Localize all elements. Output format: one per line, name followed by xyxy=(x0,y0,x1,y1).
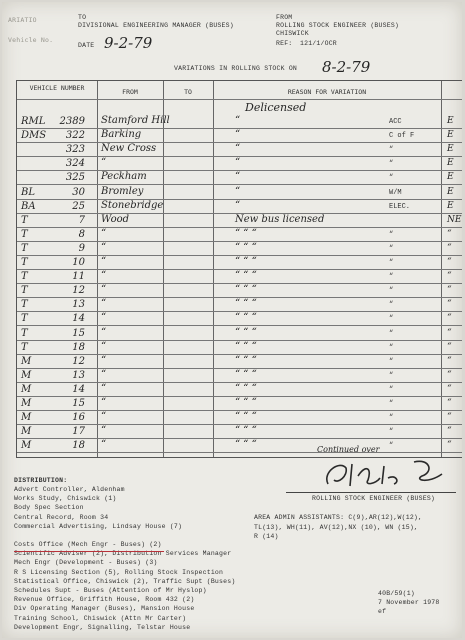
reason-code: C of F xyxy=(389,132,415,141)
flag: E xyxy=(447,172,454,183)
vehicle-type: RML xyxy=(21,116,46,127)
vehicle-number: 17 xyxy=(72,426,85,438)
reason-code: “ xyxy=(389,315,394,324)
reason-code: “ xyxy=(389,230,394,239)
flag: “ xyxy=(447,426,452,437)
reason: New bus licensed xyxy=(235,213,325,225)
table-row xyxy=(17,143,462,157)
signature-title: ROLLING STOCK ENGINEER (BUSES) xyxy=(312,495,436,502)
reason: “ “ “ xyxy=(235,241,257,253)
col-header-to: TO xyxy=(184,88,192,96)
to-value: DIVISIONAL ENGINEERING MANAGER (BUSES) xyxy=(78,22,234,29)
vehicle-type: M xyxy=(21,383,32,395)
reason-code: “ xyxy=(389,414,394,423)
reason-code: “ xyxy=(389,160,394,169)
vehicle-number: 15 xyxy=(72,398,85,409)
col-header-vehicle: VEHICLE NUMBER xyxy=(29,84,85,92)
col-header-from: FROM xyxy=(122,88,138,96)
vehicle-type: T xyxy=(21,313,28,325)
reason: “ xyxy=(235,157,241,169)
from-garage: “ xyxy=(101,425,107,437)
vehicle-type: M xyxy=(21,369,32,381)
flag: “ xyxy=(447,412,452,423)
faded-stamp-text: ARIATIO xyxy=(8,16,37,24)
vehicle-type: T xyxy=(21,299,28,311)
reason: “ “ “ xyxy=(235,227,257,239)
distribution-line: Training School, Chiswick (Attn Mr Carter) xyxy=(14,614,187,622)
vehicle-number: 18 xyxy=(72,341,85,353)
vehicle-number: 14 xyxy=(72,383,85,395)
distribution-line: Body Spec Section xyxy=(14,504,84,512)
from-garage: “ xyxy=(101,439,107,451)
flag: E xyxy=(447,186,454,197)
vehicle-type: T xyxy=(21,341,28,353)
delicensed-note: Delicensed xyxy=(245,101,307,114)
reason: “ “ “ xyxy=(235,270,257,282)
faded-stamp-text-2: Vehicle No. xyxy=(8,36,54,44)
reason: “ “ “ xyxy=(235,439,257,451)
flag: “ xyxy=(447,271,452,282)
from-garage: “ xyxy=(101,397,107,408)
area-admin-assistants xyxy=(254,513,422,542)
distribution-line: Div Operating Manager (Buses), Mansion House xyxy=(14,605,195,613)
flag: “ xyxy=(447,299,452,310)
from-garage: Bromley xyxy=(101,185,144,197)
vehicle-number: 13 xyxy=(72,299,85,311)
flag: “ xyxy=(447,228,452,239)
handwritten-signature xyxy=(318,454,458,494)
table-row xyxy=(17,369,462,383)
distribution-line: Central Record, Room 34 xyxy=(14,513,109,521)
reason-code: “ xyxy=(389,371,394,380)
reason: “ “ “ xyxy=(235,256,257,267)
vehicle-type: T xyxy=(21,327,28,339)
ref-label: REF: xyxy=(276,40,293,47)
continued-over-note: Continued over xyxy=(317,445,380,454)
variations-table xyxy=(16,80,462,458)
flag: NE xyxy=(447,214,462,225)
vehicle-number: 18 xyxy=(72,440,85,452)
table-row xyxy=(17,228,462,242)
flag: E xyxy=(447,116,454,126)
vehicle-number: 7 xyxy=(78,214,85,226)
signature-rule xyxy=(286,492,456,493)
from-garage: “ xyxy=(101,326,107,338)
distribution-line: Works Study, Chiswick (1) xyxy=(14,495,117,503)
vehicle-number: 325 xyxy=(65,172,85,184)
reason-code: “ xyxy=(389,146,394,155)
distribution-line: R S Licensing Section (5), Rolling Stock Inspection xyxy=(14,568,224,576)
reason-code: “ xyxy=(389,259,394,267)
form-code: 40B/59(1) xyxy=(378,590,415,597)
vehicle-number: 2389 xyxy=(59,116,85,127)
flag: “ xyxy=(447,313,452,324)
reason: “ “ “ xyxy=(235,326,257,338)
from-garage: “ xyxy=(101,340,107,352)
reason-code: ELEC. xyxy=(389,202,411,211)
table-row xyxy=(17,200,462,214)
vehicle-number: 324 xyxy=(65,158,85,170)
table-row xyxy=(17,171,462,185)
flag: E xyxy=(447,130,454,141)
from-garage: “ xyxy=(101,354,107,366)
vehicle-number: 11 xyxy=(72,271,85,283)
table-row xyxy=(17,186,462,200)
reason: “ xyxy=(235,143,241,155)
reason-code: “ xyxy=(389,442,394,451)
reason: “ “ “ xyxy=(235,354,257,366)
from-garage: New Cross xyxy=(101,143,157,155)
flag: “ xyxy=(447,327,452,338)
vehicle-type: M xyxy=(21,426,32,438)
vehicle-type: T xyxy=(21,214,28,226)
reason-code: “ xyxy=(389,400,394,408)
red-underline xyxy=(14,551,164,552)
reason-code: “ xyxy=(389,244,394,253)
table-row xyxy=(17,115,462,129)
distribution-line: Development Engr, Signalling, Telstar House xyxy=(14,623,191,631)
vehicle-type: BL xyxy=(21,186,35,198)
reason-code: ACC xyxy=(389,118,402,126)
vehicle-number: 9 xyxy=(78,242,85,254)
vehicle-type: T xyxy=(21,285,28,297)
reason-code: “ xyxy=(389,357,394,366)
flag: “ xyxy=(447,242,452,253)
table-row xyxy=(17,157,462,171)
reason: “ xyxy=(235,115,241,126)
reason: “ “ “ xyxy=(235,340,257,352)
distribution-line: Statistical Office, Chiswick (2), Traffic Supt (Buses) xyxy=(14,577,236,585)
vehicle-type: M xyxy=(21,440,32,452)
date-label: DATE xyxy=(78,42,95,49)
flag: “ xyxy=(447,369,452,380)
from-garage: “ xyxy=(101,298,107,310)
vehicle-number: 14 xyxy=(72,313,85,325)
vehicle-type: DMS xyxy=(21,130,47,142)
distribution-list xyxy=(14,485,235,632)
from-garage: Barking xyxy=(101,129,142,141)
reason: “ “ “ xyxy=(235,312,257,324)
distribution-line: Scientific Adviser (2), Distribution Services Manager xyxy=(14,550,232,558)
from-garage: “ xyxy=(101,284,107,296)
reason-code: “ xyxy=(389,287,394,296)
flag: E xyxy=(447,158,454,169)
vehicle-type: M xyxy=(21,355,32,367)
from-garage: “ xyxy=(101,241,107,253)
vehicle-number: 16 xyxy=(72,412,85,424)
from-garage: “ xyxy=(101,256,107,267)
form-title: VARIATIONS IN ROLLING STOCK ON xyxy=(174,65,298,72)
from-garage: Stonebridge xyxy=(101,199,164,211)
reason-code: W/M xyxy=(389,188,402,197)
vehicle-type: T xyxy=(21,271,28,283)
table-row xyxy=(17,383,462,397)
from-garage: “ xyxy=(101,270,107,282)
reason: “ xyxy=(235,171,241,183)
flag: E xyxy=(447,144,454,155)
table-row xyxy=(17,129,462,143)
vehicle-number: 322 xyxy=(65,130,85,142)
from-garage: Stamford Hill xyxy=(101,115,170,126)
reason: “ xyxy=(235,199,241,211)
reason: “ “ “ xyxy=(235,298,257,310)
from-garage: “ xyxy=(101,382,107,394)
reason: “ “ “ xyxy=(235,397,257,408)
distribution-heading: DISTRIBUTION: xyxy=(14,477,68,484)
from-garage: “ xyxy=(101,411,107,423)
vehicle-number: 323 xyxy=(65,144,85,156)
table-row xyxy=(17,439,462,453)
reason: “ “ “ xyxy=(235,382,257,394)
from-location: CHISWICK xyxy=(276,30,309,37)
vehicle-type: BA xyxy=(21,200,36,212)
date-value: 9-2-79 xyxy=(104,34,153,52)
reason-code: “ xyxy=(389,428,394,437)
table-row xyxy=(17,425,462,439)
table-row xyxy=(17,214,462,228)
distribution-line: Schedules Supt - Buses (Attention of Mr Hyslop) xyxy=(14,587,207,595)
reason-code: “ xyxy=(389,273,394,282)
form-title-date: 8-2-79 xyxy=(322,58,371,76)
flag: “ xyxy=(447,341,452,352)
reason: “ “ “ xyxy=(235,368,257,380)
from-garage: “ xyxy=(101,368,107,380)
from-label: FROM xyxy=(276,14,293,21)
header-rule xyxy=(17,99,462,100)
vehicle-number: 12 xyxy=(72,355,85,367)
vehicle-number: 12 xyxy=(72,285,85,297)
distribution-line: Advert Controller, Aldenham xyxy=(14,486,125,493)
distribution-line: Revenue Office, Griffith House, Room 432 (2) xyxy=(14,596,195,604)
from-garage: “ xyxy=(101,312,107,324)
reason: “ “ “ xyxy=(235,425,257,437)
vehicle-type: M xyxy=(21,412,32,424)
rolling-stock-variation-form xyxy=(2,2,462,638)
from-garage: Peckham xyxy=(101,171,147,183)
table-row xyxy=(17,312,462,326)
reason: “ “ “ xyxy=(235,284,257,296)
reason-code: “ xyxy=(389,174,394,183)
reason: “ “ “ xyxy=(235,411,257,423)
table-row xyxy=(17,355,462,369)
table-row xyxy=(17,298,462,312)
table-row xyxy=(17,341,462,355)
from-garage: “ xyxy=(101,157,107,169)
table-row xyxy=(17,270,462,284)
assistants-line: R (14) xyxy=(254,533,279,540)
vehicle-number: 30 xyxy=(72,186,85,198)
vehicle-type: M xyxy=(21,398,32,409)
to-label: TO xyxy=(78,14,87,21)
flag: “ xyxy=(447,440,452,451)
from-garage: Wood xyxy=(101,213,130,225)
vehicle-number: 10 xyxy=(72,257,85,268)
vehicle-number: 8 xyxy=(78,228,85,240)
flag: “ xyxy=(447,257,452,267)
assistants-line: AREA ADMIN ASSISTANTS: C(9),AR(12),W(12), xyxy=(254,514,423,521)
flag: “ xyxy=(447,398,452,408)
ref-value: 121/1/OCR xyxy=(300,40,337,47)
distribution-line: Commercial Advertising, Lindsay House (7) xyxy=(14,522,183,530)
distribution-line: Mech Engr (Development - Buses) (3) xyxy=(14,559,158,567)
table-row xyxy=(17,242,462,256)
from-value: ROLLING STOCK ENGINEER (BUSES) xyxy=(276,22,400,29)
col-header-reason: REASON FOR VARIATION xyxy=(287,88,367,96)
vehicle-type: T xyxy=(21,257,28,268)
flag: “ xyxy=(447,383,452,394)
distribution-line: Costs Office (Mech Engr - Buses) (2) xyxy=(14,541,162,549)
table-row xyxy=(17,397,462,411)
assistants-line: TL(13), WH(11), AV(12),NX (10), WN (15), xyxy=(254,523,419,531)
table-row xyxy=(17,284,462,298)
reason: “ xyxy=(235,129,241,141)
table-row xyxy=(17,256,462,270)
table-row xyxy=(17,327,462,341)
flag: E xyxy=(447,200,454,211)
vehicle-type: T xyxy=(21,242,28,254)
ef-mark: ef xyxy=(378,608,387,615)
reason-code: “ xyxy=(389,385,394,394)
distribution-line xyxy=(14,531,235,540)
reason: “ xyxy=(235,185,241,197)
vehicle-number: 15 xyxy=(72,327,85,339)
issue-date: 7 November 1978 xyxy=(378,599,440,606)
reason-code: “ xyxy=(389,301,394,310)
table-row xyxy=(17,411,462,425)
reason-code: “ xyxy=(389,343,394,352)
vehicle-number: 25 xyxy=(72,200,85,212)
from-garage: “ xyxy=(101,227,107,239)
reason-code: “ xyxy=(389,329,394,338)
vehicle-number: 13 xyxy=(72,369,85,381)
flag: “ xyxy=(447,355,452,366)
flag: “ xyxy=(447,285,452,296)
vehicle-type: T xyxy=(21,228,28,240)
